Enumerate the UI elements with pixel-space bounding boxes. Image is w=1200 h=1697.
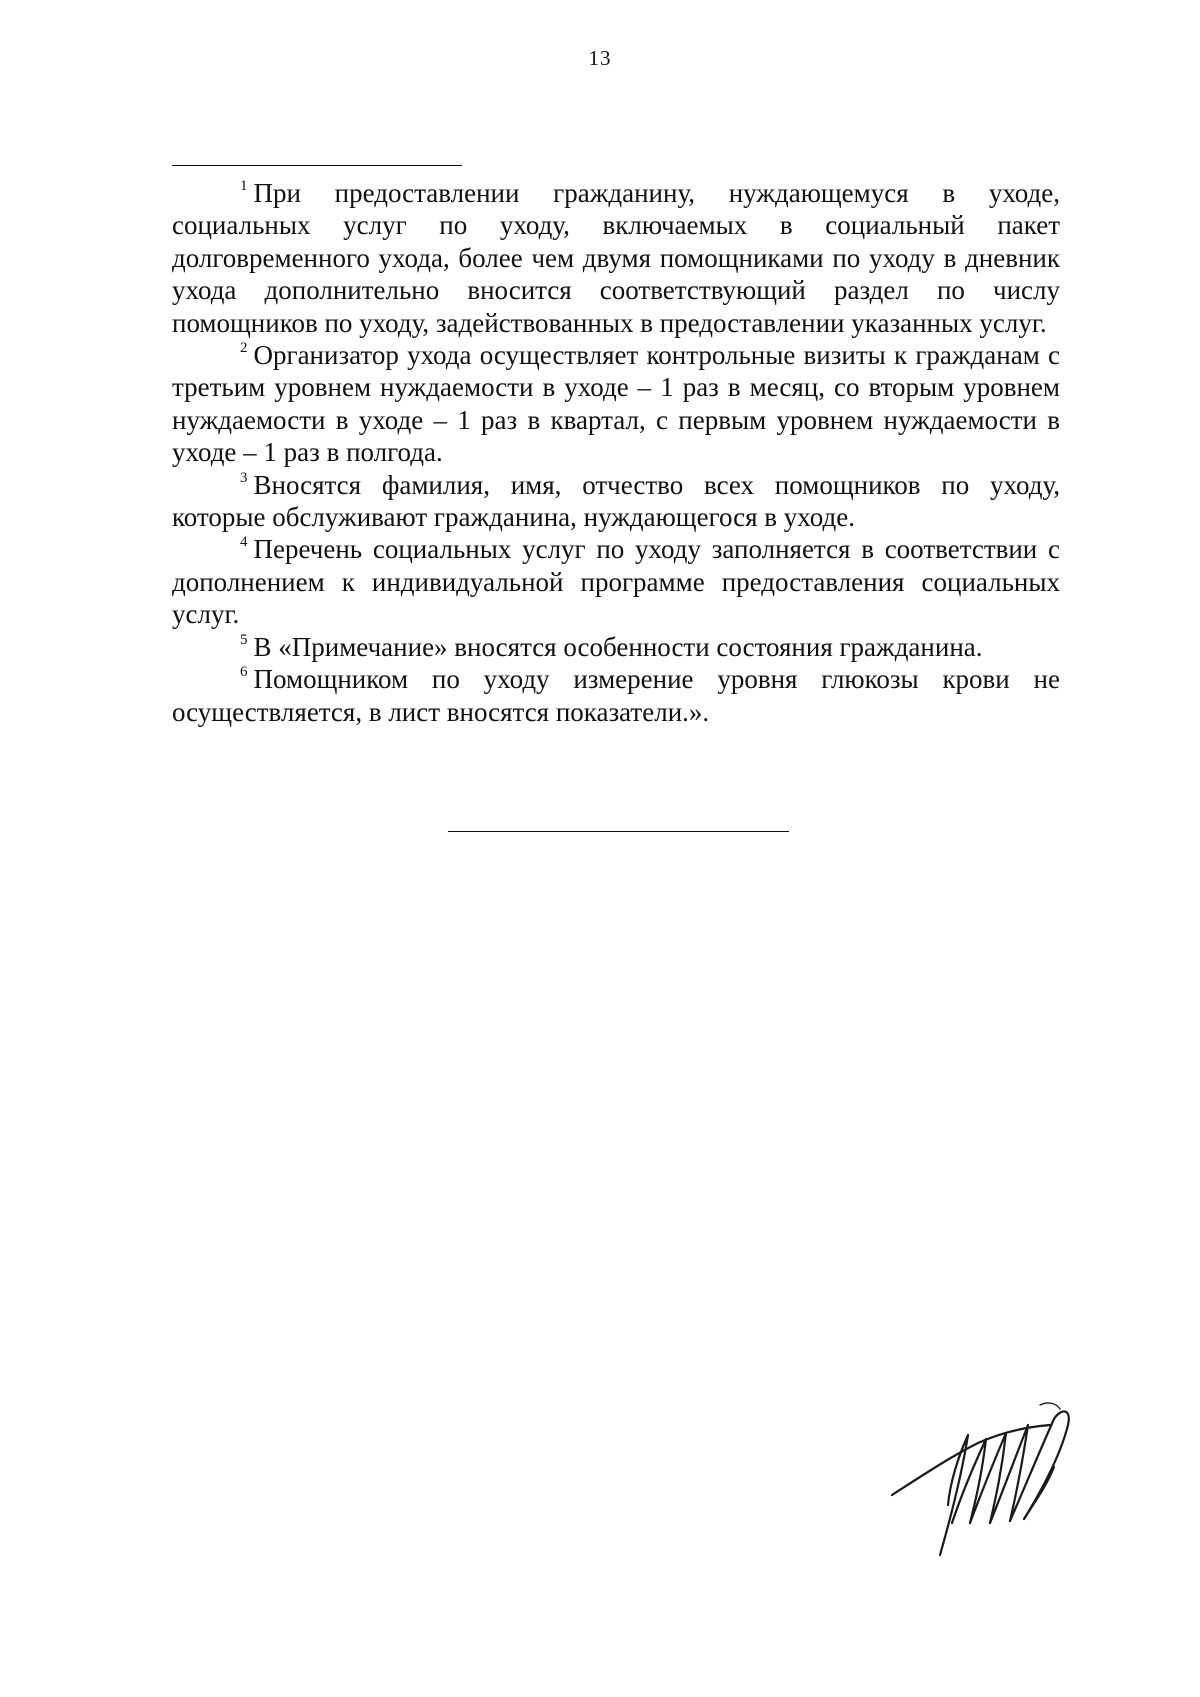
- footnote-1: [172, 177, 1060, 339]
- page-number: 13: [588, 46, 612, 70]
- footnote-text: Перечень социальных услуг по уходу заполняется в соответствии с дополнением к индивидуальной программе предоставления социальных услуг.: [172, 534, 1060, 630]
- footnote-mark: 3: [240, 469, 248, 486]
- footnote-text: В «Примечание» вносятся особенности состояния гражданина.: [253, 631, 983, 662]
- footnotes: [172, 177, 1060, 728]
- footnote-text: Вносятся фамилия, имя, отчество всех помощников по уходу, которые обслуживают гражданина, нуждающегося в уходе.: [172, 469, 1060, 533]
- end-separator: [448, 831, 789, 832]
- footnote-text: Помощником по уходу измерение уровня глюкозы крови не осуществляется, в лист вносятся показатели.».: [172, 664, 1060, 727]
- footnote-3: [172, 469, 1060, 534]
- footnote-mark: 6: [240, 664, 248, 681]
- footnote-mark: 1: [240, 178, 248, 194]
- signature: [890, 1395, 1080, 1565]
- footnote-4: [172, 533, 1060, 630]
- footnote-separator: [172, 165, 462, 166]
- footnote-2: [172, 339, 1060, 469]
- footnote-mark: 2: [240, 340, 248, 357]
- footnote-mark: 4: [240, 534, 248, 551]
- footnote-text: Организатор ухода осуществляет контрольные визиты к гражданам с третьим уровнем нуждаемости в уходе – 1 раз в месяц, со вторым уровнем нуждаемости в уходе – 1 раз в квартал, с первым уровнем нуждаемости в уходе – 1 раз в полгода.: [172, 340, 1060, 468]
- handwritten-signature-icon: [890, 1395, 1080, 1565]
- footnote-mark: 5: [240, 631, 248, 648]
- footnote-text: При предоставлении гражданину, нуждающемуся в уходе, социальных услуг по уходу, включаемых в социальный пакет долговременного ухода, более чем двумя помощниками по уходу в дневник ухода дополнительно вносится соответствующий раздел по числу помощников по уходу, задействованных в предоставлении указанных услуг.: [172, 178, 1060, 338]
- footnote-6: [172, 663, 1060, 728]
- footnote-5: [172, 631, 1060, 663]
